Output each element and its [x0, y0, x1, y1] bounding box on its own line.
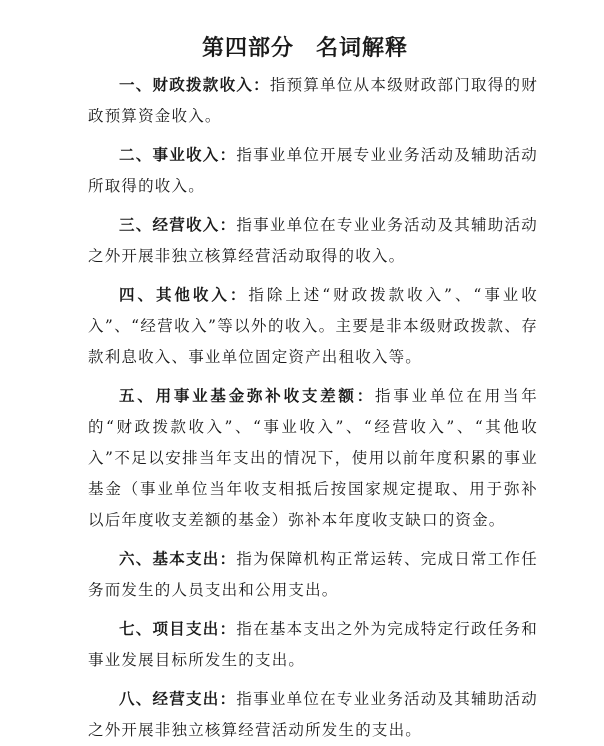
term-label: 三、经营收入：	[119, 216, 237, 234]
term-item-7	[88, 614, 538, 676]
term-definition: 指除上述“财政拨款收入”、“事业收入”、“经营收入”等以外的收入。主要是非本级财政拨款、存款利息收入、事业单位固定资产出租收入等。	[88, 286, 538, 366]
term-item-6	[88, 544, 538, 606]
term-list	[88, 70, 538, 746]
term-definition: 指事业单位在专业业务活动及其辅助活动之外开展非独立核算经营活动所发生的支出。	[88, 690, 538, 739]
term-label: 一、财政拨款收入：	[119, 76, 270, 94]
title-name: 名词解释	[316, 36, 409, 61]
term-label: 六、基本支出：	[119, 550, 237, 568]
term-item-5	[88, 381, 538, 536]
term-definition: 指在基本支出之外为完成特定行政任务和事业发展目标所发生的支出。	[88, 620, 538, 669]
term-definition: 指事业单位在专业业务活动及其辅助活动之外开展非独立核算经营活动取得的收入。	[88, 216, 538, 265]
term-label: 二、事业收入：	[119, 146, 237, 164]
term-label: 八、经营支出：	[119, 690, 237, 708]
term-definition: 指事业单位在用当年的“财政拨款收入”、“事业收入”、“经营收入”、“其他收入”不足以安排当年支出的情况下，使用以前年度积累的事业基金（事业单位当年收支相抵后按国家规定提取、用于弥补以后年度收支差额的基金）弥补本年度收支缺口的资金。	[88, 387, 538, 529]
term-definition: 指为保障机构正常运转、完成日常工作任务而发生的人员支出和公用支出。	[88, 550, 538, 599]
term-item-8	[88, 684, 538, 746]
term-label: 五、用事业基金弥补收支差额：	[119, 387, 375, 405]
term-item-3	[88, 210, 538, 272]
page-title	[92, 34, 538, 64]
term-label: 四、其他收入：	[119, 286, 249, 304]
term-item-2	[88, 140, 538, 202]
term-label: 七、项目支出：	[119, 620, 237, 638]
term-item-1	[88, 70, 538, 132]
term-item-4	[88, 280, 538, 373]
title-part: 第四部分	[202, 36, 295, 61]
term-definition: 指预算单位从本级财政部门取得的财政预算资金收入。	[88, 76, 538, 125]
term-definition: 指事业单位开展专业业务活动及辅助活动所取得的收入。	[88, 146, 538, 195]
